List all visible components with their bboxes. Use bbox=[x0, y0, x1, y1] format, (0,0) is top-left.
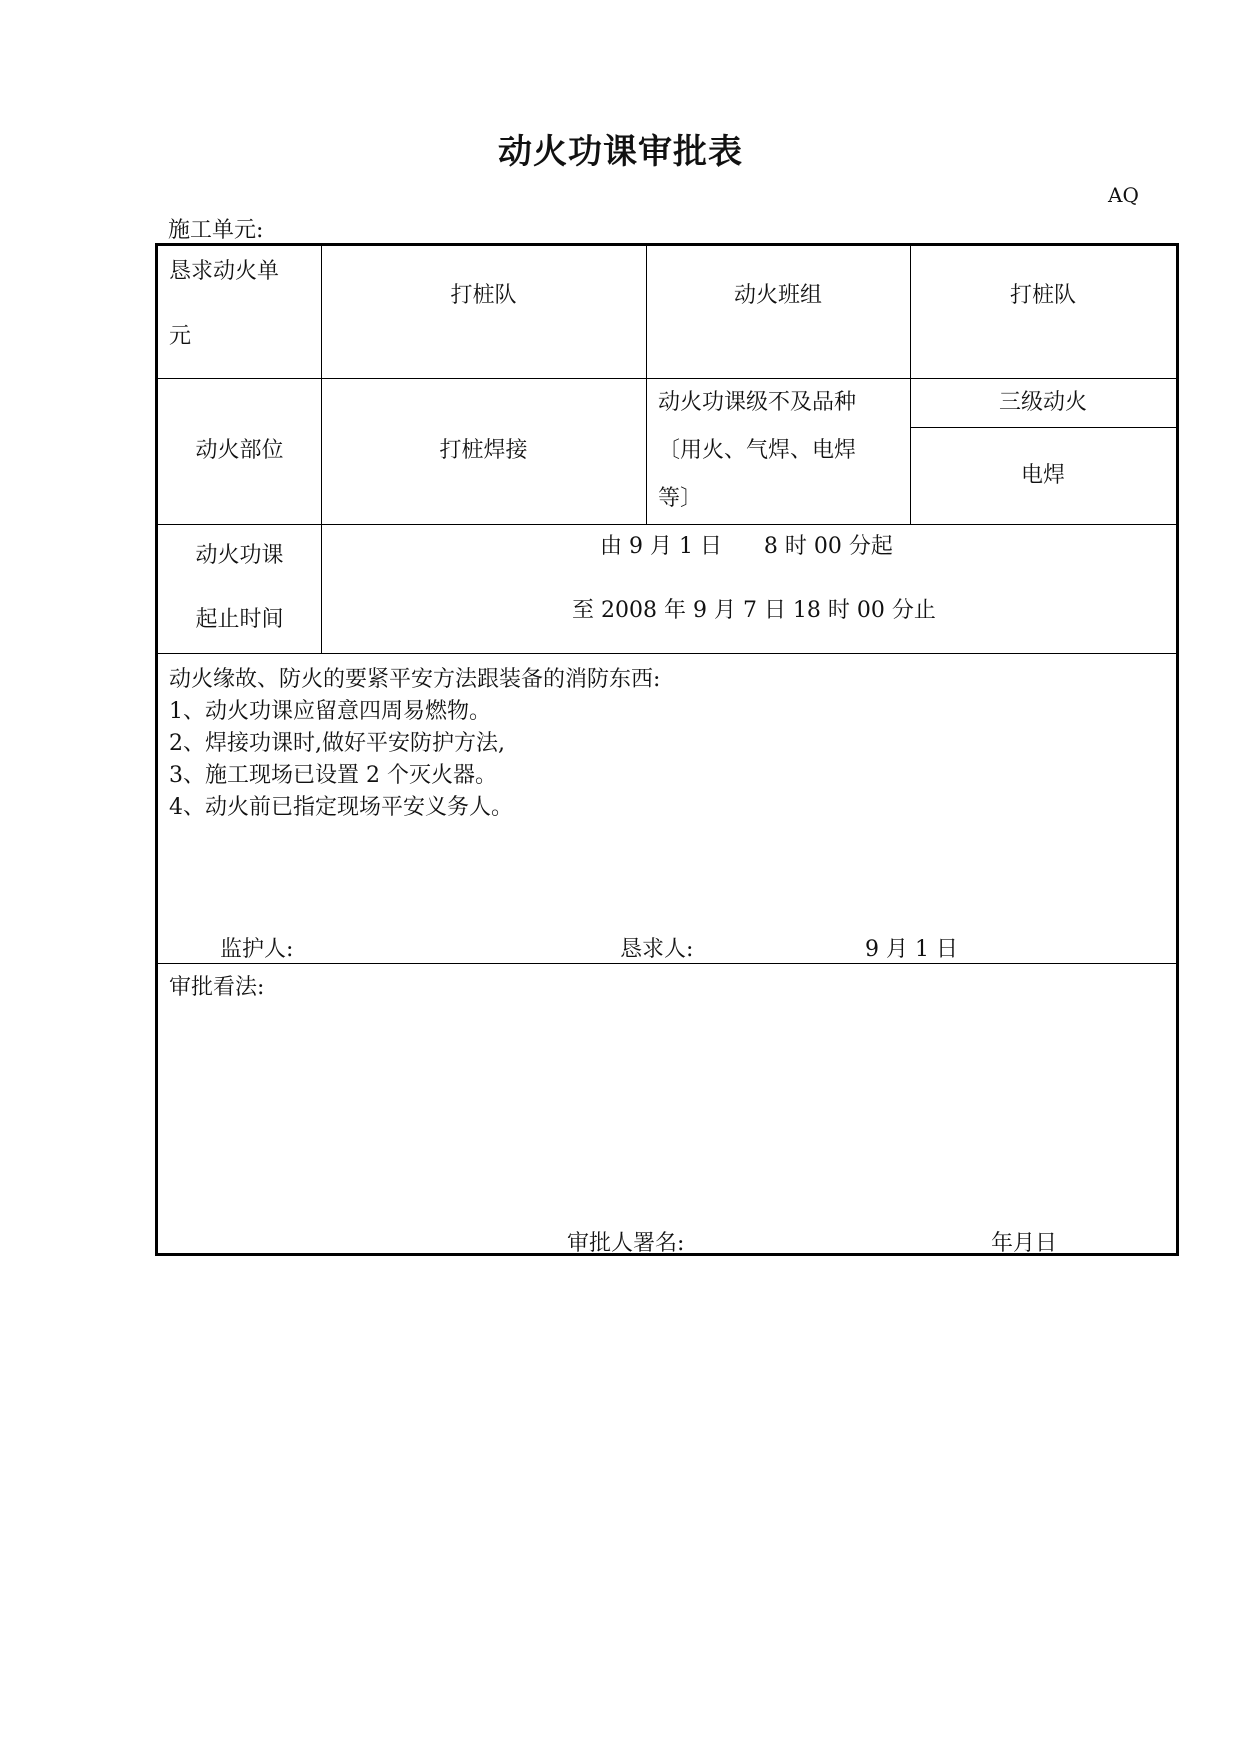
time-from: 由 9 月 1 日 8 时 00 分起 bbox=[600, 534, 893, 559]
approval-form-table bbox=[155, 243, 1179, 1256]
row-divider bbox=[158, 653, 1176, 654]
time-to: 至 2008 年 9 月 7 日 18 时 00 分止 bbox=[572, 598, 936, 623]
document-title: 动火功课审批表 bbox=[498, 132, 743, 172]
level-label-line3: 等〕 bbox=[658, 486, 703, 511]
approver-signature-label: 审批人署名: bbox=[567, 1231, 685, 1256]
level-value: 三级动火 bbox=[998, 389, 1087, 415]
applicant-unit-label-line2: 元 bbox=[169, 324, 192, 349]
location-value: 打桩焊接 bbox=[439, 438, 528, 463]
team-value: 打桩队 bbox=[1009, 283, 1076, 308]
measures-item: 3、施工现场已设置 2 个灭火器。 bbox=[169, 763, 497, 788]
level-label-line1: 动火功课级不及品种 bbox=[658, 390, 857, 415]
team-label: 动火班组 bbox=[733, 283, 822, 308]
measures-item: 1、动火功课应留意四周易燃物。 bbox=[169, 699, 491, 724]
guardian-label: 监护人: bbox=[220, 937, 294, 962]
level-label-line2: 〔用火、气焊、电焊 bbox=[658, 438, 857, 463]
approval-date-label: 年月日 bbox=[991, 1231, 1058, 1256]
measures-item: 2、焊接功课时,做好平安防护方法, bbox=[169, 731, 505, 756]
construction-unit-label: 施工单元: bbox=[168, 218, 264, 243]
row-divider bbox=[158, 963, 1176, 964]
measures-heading: 动火缘故、防火的要紧平安方法跟装备的消防东西: bbox=[169, 667, 661, 692]
request-date: 9 月 1 日 bbox=[865, 937, 958, 962]
requester-label: 恳求人: bbox=[620, 937, 694, 962]
applicant-unit-value: 打桩队 bbox=[450, 283, 517, 308]
type-value: 电焊 bbox=[1020, 462, 1065, 488]
measures-item: 4、动火前已指定现场平安义务人。 bbox=[169, 795, 513, 820]
time-label-line2: 起止时间 bbox=[195, 607, 284, 632]
time-label-line1: 动火功课 bbox=[195, 543, 284, 568]
approval-heading: 审批看法: bbox=[169, 975, 265, 1000]
document-code: AQ bbox=[1108, 183, 1139, 207]
location-label: 动火部位 bbox=[195, 438, 284, 463]
applicant-unit-label-line1: 恳求动火单 bbox=[169, 259, 280, 284]
